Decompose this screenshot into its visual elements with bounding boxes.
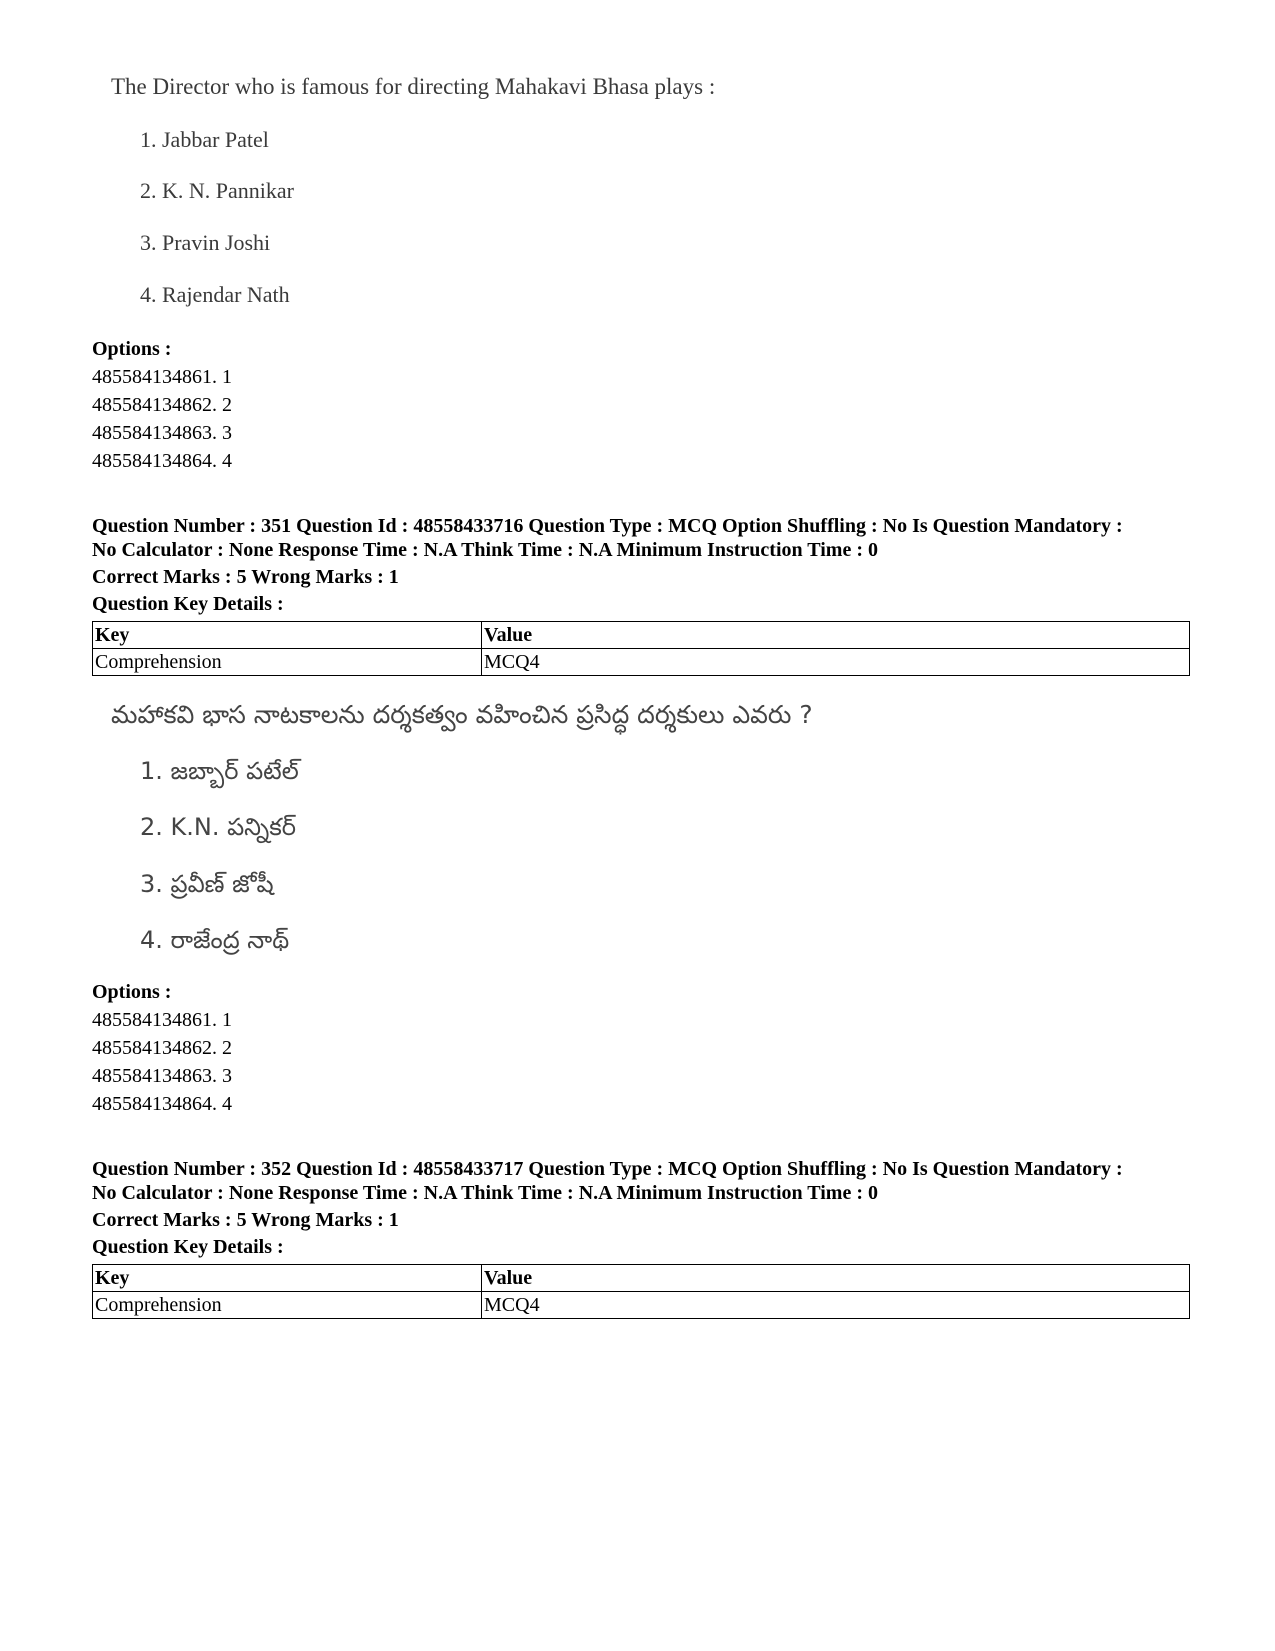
- table-cell-value: MCQ4: [482, 1292, 1190, 1319]
- choice-1: 1. Jabbar Patel: [140, 127, 269, 152]
- choice-1: 1. జబ్బార్ పటేల్: [140, 757, 299, 785]
- table-header-row: [93, 1265, 1190, 1292]
- question-meta-line-1: Question Number : 351 Question Id : 48558433716 Question Type : MCQ Option Shuffling : No Is Question Mandatory :: [92, 515, 1123, 537]
- option-id: 485584134862. 2: [92, 394, 232, 416]
- question-stem-english: The Director who is famous for directing Mahakavi Bhasa plays :: [111, 74, 716, 99]
- marks: Correct Marks : 5 Wrong Marks : 1: [92, 566, 399, 588]
- options-label: Options :: [92, 338, 172, 360]
- table-cell-value: MCQ4: [482, 649, 1190, 676]
- choice-3: 3. Pravin Joshi: [140, 230, 271, 255]
- question-stem-telugu: మహాకవి భాస నాటకాలను దర్శకత్వం వహించిన ప్రసిద్ధ దర్శకులు ఎవరు ?: [111, 700, 813, 729]
- question-meta-line-2: No Calculator : None Response Time : N.A Think Time : N.A Minimum Instruction Time : 0: [92, 1182, 878, 1204]
- table-row: [93, 649, 1190, 676]
- option-id: 485584134863. 3: [92, 422, 232, 444]
- option-id: 485584134863. 3: [92, 1065, 232, 1087]
- option-id: 485584134861. 1: [92, 366, 232, 388]
- table-header-key: Key: [93, 1265, 482, 1292]
- table-header-row: [93, 622, 1190, 649]
- marks: Correct Marks : 5 Wrong Marks : 1: [92, 1209, 399, 1231]
- table-header-value: Value: [482, 622, 1190, 649]
- question-key-table: [92, 1264, 1190, 1319]
- question-meta-line-1: Question Number : 352 Question Id : 48558433717 Question Type : MCQ Option Shuffling : No Is Question Mandatory :: [92, 1158, 1123, 1180]
- options-label: Options :: [92, 981, 172, 1003]
- option-id: 485584134862. 2: [92, 1037, 232, 1059]
- choice-3: 3. ప్రవీణ్ జోషీ: [140, 870, 274, 898]
- question-key-table: [92, 621, 1190, 676]
- question-key-details-label: Question Key Details :: [92, 1236, 284, 1258]
- table-header-value: Value: [482, 1265, 1190, 1292]
- choice-4: 4. రాజేంద్ర నాథ్: [140, 926, 290, 954]
- question-key-details-label: Question Key Details :: [92, 593, 284, 615]
- table-cell-key: Comprehension: [93, 1292, 482, 1319]
- option-id: 485584134864. 4: [92, 1093, 232, 1115]
- choice-2: 2. K.N. పన్నికర్: [140, 813, 296, 841]
- option-id: 485584134861. 1: [92, 1009, 232, 1031]
- question-meta-line-2: No Calculator : None Response Time : N.A Think Time : N.A Minimum Instruction Time : 0: [92, 539, 878, 561]
- table-row: [93, 1292, 1190, 1319]
- table-header-key: Key: [93, 622, 482, 649]
- option-id: 485584134864. 4: [92, 450, 232, 472]
- choice-2: 2. K. N. Pannikar: [140, 178, 294, 203]
- question-meta: [92, 514, 1202, 562]
- table-cell-key: Comprehension: [93, 649, 482, 676]
- question-meta: [92, 1157, 1202, 1205]
- choice-4: 4. Rajendar Nath: [140, 282, 290, 307]
